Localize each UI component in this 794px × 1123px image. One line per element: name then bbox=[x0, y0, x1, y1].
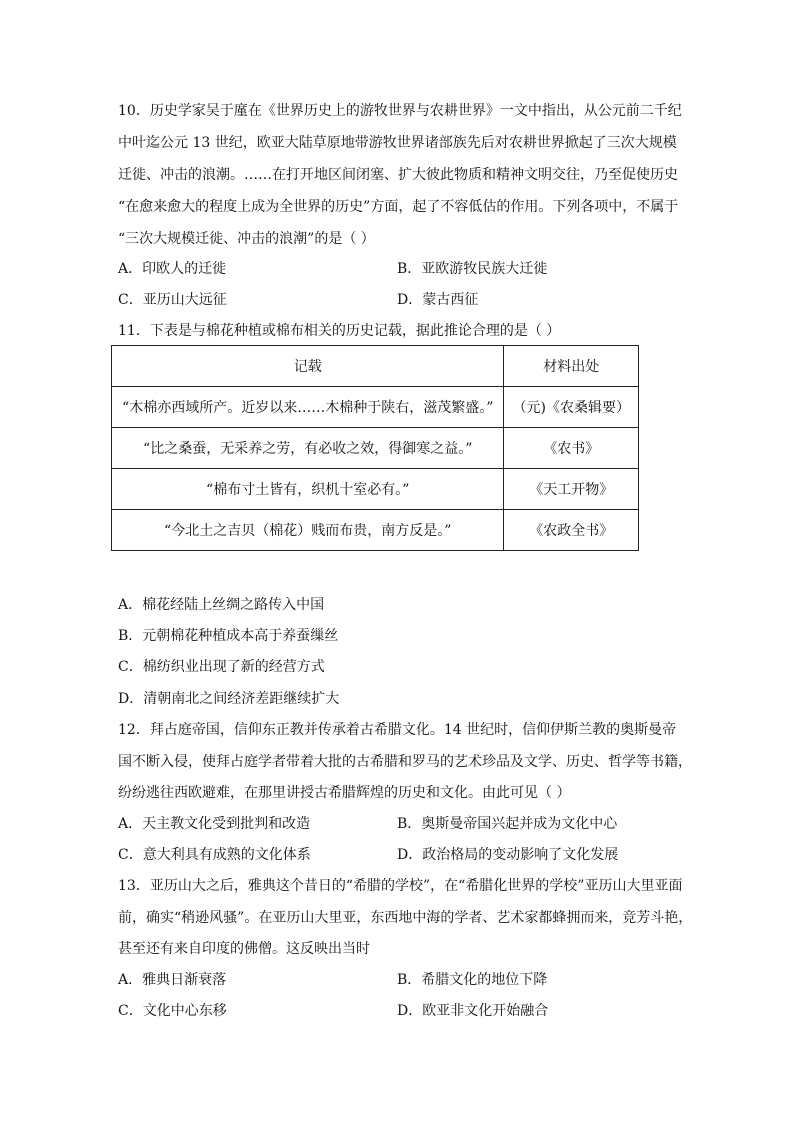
q10-option-d[interactable]: D．蒙古西征 bbox=[397, 292, 479, 308]
q10-stem-line: “三次大规模迁徙、冲击的浪潮”的是（ ） bbox=[118, 231, 375, 247]
q12-stem-line: 国不断入侵，使拜占庭学者带着大批的古希腊和罗马的艺术珍品及文学、历史、哲学等书籍， bbox=[118, 754, 692, 770]
q13-stem-line: 前，确实“稍逊风骚”。在亚历山大里亚，东西地中海的学者、艺术家都蜂拥而来，竞芳斗艳， bbox=[118, 910, 693, 926]
q13-option-a[interactable]: A．雅典日渐衰落 bbox=[118, 972, 227, 988]
table-header-row bbox=[112, 346, 639, 387]
q11-stem: 11．下表是与棉花种植或棉布相关的历史记载，据此推论合理的是（ ） bbox=[118, 323, 561, 339]
q10-stem-line: 中叶迄公元 13 世纪，欧亚大陆草原地带游牧世界诸部族先后对农耕世界掀起了三次大规模 bbox=[118, 135, 677, 151]
q12-stem-line: 纷纷逃往西欧避难，在那里讲授古希腊辉煌的历史和文化。由此可见（ ） bbox=[118, 785, 571, 801]
table-header-source: 材料出处 bbox=[504, 346, 639, 387]
table-row bbox=[112, 469, 639, 510]
table-cell-record: “比之桑蚕，无采养之劳，有必收之效，得御寒之益。” bbox=[112, 428, 504, 469]
q12-option-b[interactable]: B．奥斯曼帝国兴起并成为文化中心 bbox=[397, 816, 618, 832]
q13-option-b[interactable]: B．希腊文化的地位下降 bbox=[397, 972, 548, 988]
q12-option-a[interactable]: A．天主教文化受到批判和改造 bbox=[118, 816, 311, 832]
q12-option-c[interactable]: C．意大利具有成熟的文化体系 bbox=[118, 847, 311, 863]
table-cell-source: 《农政全书》 bbox=[504, 510, 639, 551]
q10-stem-line: 迁徙、冲击的浪潮。……在打开地区间闭塞、扩大彼此物质和精神文明交往，乃至促使历史 bbox=[118, 167, 678, 183]
q12-option-d[interactable]: D．政治格局的变动影响了文化发展 bbox=[397, 847, 619, 863]
table-row bbox=[112, 510, 639, 551]
q10-option-c[interactable]: C．亚历山大远征 bbox=[118, 292, 227, 308]
q11-option-a[interactable]: A．棉花经陆上丝绸之路传入中国 bbox=[118, 597, 325, 613]
table-row bbox=[112, 387, 639, 428]
table-cell-record: “棉布寸土皆有，织机十室必有。” bbox=[112, 469, 504, 510]
q13-stem-line: 13．亚历山大之后，雅典这个昔日的“希腊的学校”，在“希腊化世界的学校”亚历山大里亚面 bbox=[118, 878, 683, 894]
table-cell-source: 《农书》 bbox=[504, 428, 639, 469]
q11-option-b[interactable]: B．元朝棉花种植成本高于养蚕缫丝 bbox=[118, 628, 339, 644]
table-cell-record: “木棉亦西域所产。近岁以来……木棉种于陕右，滋茂繁盛。” bbox=[112, 387, 504, 428]
q10-option-a[interactable]: A．印欧人的迁徙 bbox=[118, 261, 227, 277]
table-header-record: 记载 bbox=[112, 346, 504, 387]
q10-stem-line: 10．历史学家吴于廑在《世界历史上的游牧世界与农耕世界》一文中指出，从公元前二千纪 bbox=[118, 103, 682, 119]
q10-stem-line: “在愈来愈大的程度上成为全世界的历史”方面，起了不容低估的作用。下列各项中，不属于 bbox=[118, 199, 679, 215]
q13-option-c[interactable]: C．文化中心东移 bbox=[118, 1003, 227, 1019]
q11-option-d[interactable]: D．清朝南北之间经济差距继续扩大 bbox=[118, 691, 340, 707]
table-cell-source: （元)《农桑辑要） bbox=[504, 387, 639, 428]
records-table bbox=[111, 345, 639, 551]
table-row bbox=[112, 428, 639, 469]
q12-stem-line: 12．拜占庭帝国，信仰东正教并传承着古希腊文化。14 世纪时，信仰伊斯兰教的奥斯曼帝 bbox=[118, 722, 677, 738]
q10-option-b[interactable]: B．亚欧游牧民族大迁徙 bbox=[397, 261, 548, 277]
table-cell-record: “今北土之吉贝（棉花）贱而布贵，南方反是。” bbox=[112, 510, 504, 551]
q13-stem-line: 甚至还有来自印度的佛僧。这反映出当时 bbox=[118, 941, 370, 957]
q11-option-c[interactable]: C．棉纺织业出现了新的经营方式 bbox=[118, 659, 325, 675]
q13-option-d[interactable]: D．欧亚非文化开始融合 bbox=[397, 1003, 549, 1019]
table-cell-source: 《天工开物》 bbox=[504, 469, 639, 510]
